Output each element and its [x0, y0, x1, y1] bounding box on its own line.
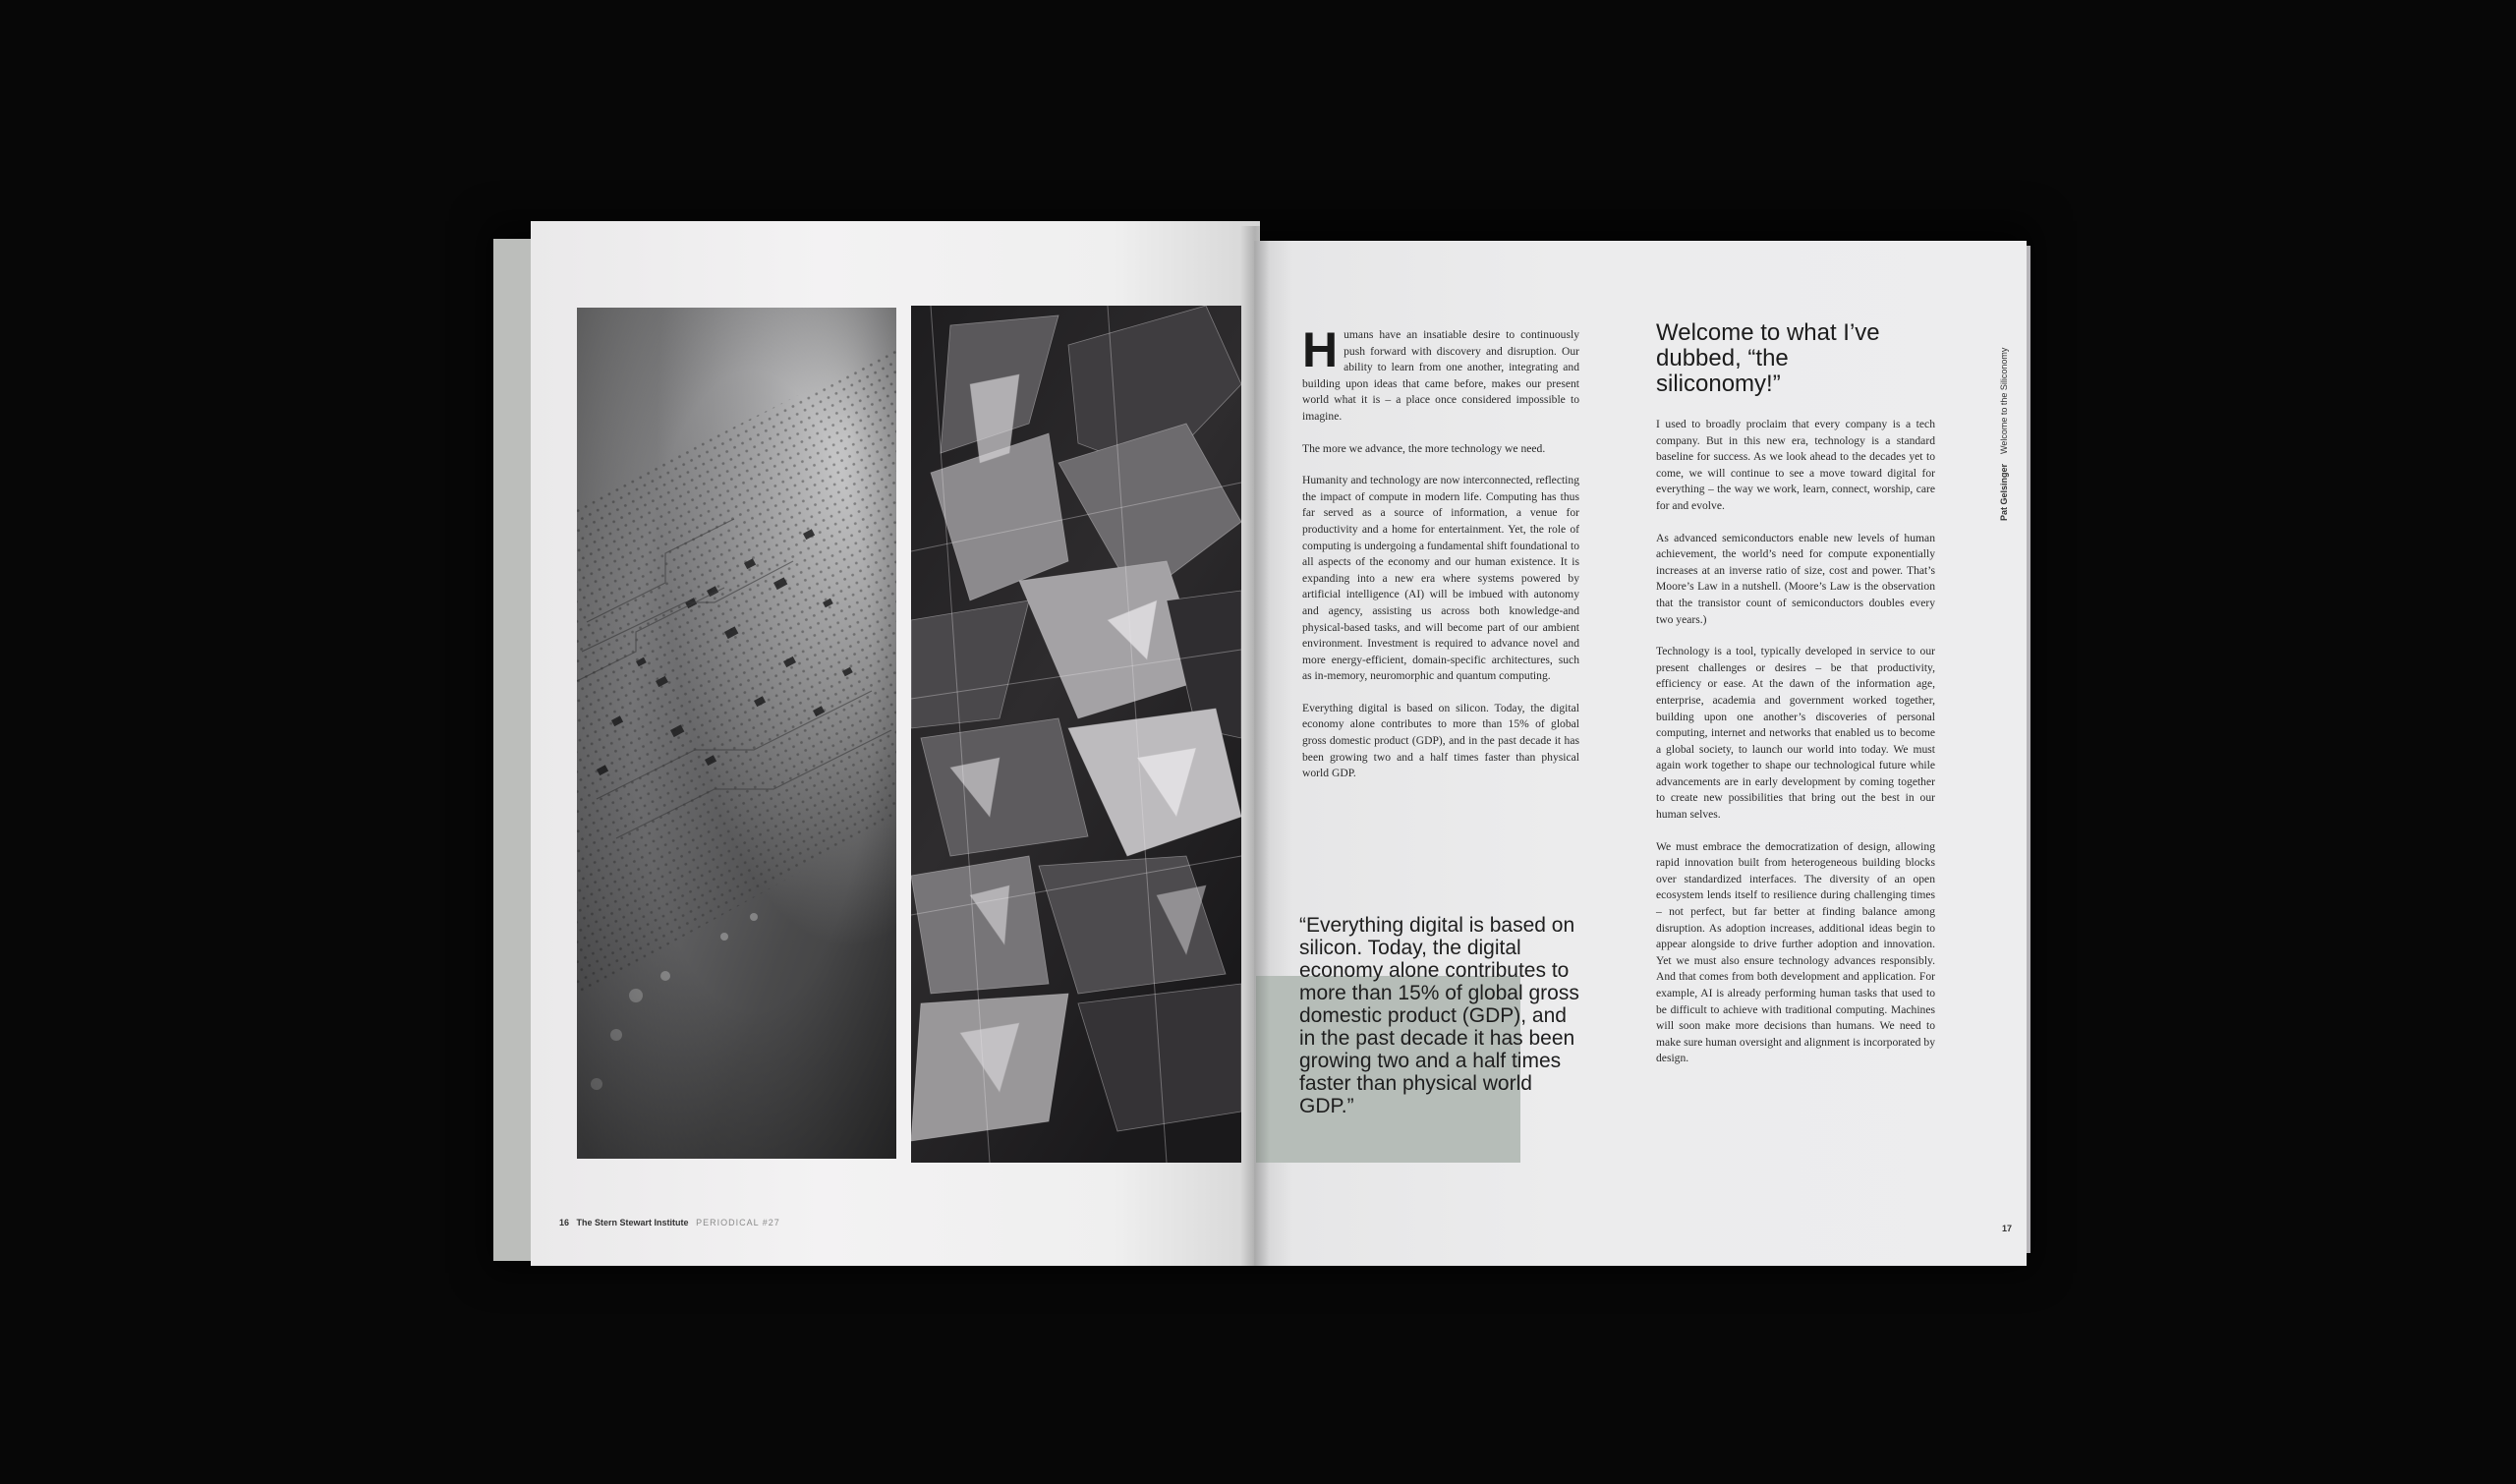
drop-cap: H	[1302, 322, 1339, 377]
intro-text: umans have an insatiable desire to continuously push forward with discovery and disruption. Our ability to learn from one another, integrating and building upon ideas that came before, makes our present world what it is – a place once considered impossible to imagine.	[1302, 328, 1579, 423]
crystal-shards-photo	[911, 306, 1241, 1163]
body-paragraph: We must embrace the democratization of design, allowing rapid innovation built from heterogeneous building blocks over standardized interfaces. The diversity of an open ecosystem lends itself to resilience during challenging times – not perfect, but far better at finding balance among disruption. As adoption increases, additional ideas begin to appear alongside to drive further adoption and innovation. Yet we must also ensure technology advances responsibly. And that comes from both development and application. For example, AI is already performing human tasks that used to be difficult to achieve with traditional computing. Machines will soon make more decisions than humans. We need to make sure human oversight and alignment is incorporated by design.	[1656, 839, 1935, 1065]
spine-gutter	[1240, 226, 1270, 1266]
intro-paragraph	[1302, 322, 1579, 426]
circuit-board-photo	[577, 308, 896, 1159]
body-paragraph: As advanced semiconductors enable new levels of human achievement, the world’s need for compute exponentially increases at an inverse ratio of size, cost and power. That’s Moore’s Law in a nutshell. (Moore’s Law is the observation that the transistor count of semiconductors doubles every two years.)	[1656, 531, 1935, 626]
page-number-left: 16	[559, 1218, 570, 1227]
body-paragraph: Humanity and technology are now interconnected, reflecting the impact of compute in modern life. Computing has thus far served as a source of information, a venue for productivity and a home for entertainment. Yet, the role of computing is undergoing a fundamental shift foundational to all aspects of the economy and our human existence. It is expanding into a new era where systems powered by artificial intelligence (AI) will be imbued with autonomy and agency, assisting us across both knowledge-and physical-based tasks, and will become part of our ambient environment. Investment is required to advance novel and more energy-efficient, domain-specific architectures, such as in-memory, neuromorphic and quantum computing.	[1302, 474, 1579, 683]
article-column-2	[1656, 320, 1935, 1083]
article-headline: Welcome to what I’ve dubbed, “the siliconomy!”	[1656, 319, 1880, 397]
body-paragraph: Technology is a tool, typically developed in service to our present challenges or desires – be that productivity, efficiency or ease. At the dawn of the information age, enterprise, academia and government worked together, building upon one another’s discoveries of personal computing, internet and networks that enabled us to become a global society, to launch our world into today. We must again work together to shape our technological future while advancements are in early development by coming together to create new possibilities that bring out the best in our human selves.	[1656, 645, 1935, 822]
publication-name: The Stern Stewart Institute	[576, 1218, 689, 1227]
running-head-title: Welcome to the Siliconomy	[1999, 347, 2009, 454]
body-paragraph: Everything digital is based on silicon. Today, the digital economy alone contributes to more than 15% of global gross domestic product (GDP), and in the past decade it has been growing two and a half times faster than physical world GDP.	[1302, 701, 1579, 780]
pullquote	[1299, 914, 1580, 1117]
page-number-right: 17	[2002, 1224, 2013, 1233]
issue-label: PERIODICAL #27	[696, 1218, 780, 1227]
pullquote-text: “Everything digital is based on silicon. Today, the digital economy alone contributes to more than 15% of global gross domestic product (GDP), and in the past decade it has been growing two and a half times faster than physical world GDP.”	[1299, 914, 1579, 1117]
column-2-body	[1656, 417, 1935, 1067]
running-head-author: Pat Gelsinger	[1999, 463, 2009, 521]
article-column-1	[1302, 322, 1579, 798]
running-head	[1999, 348, 2009, 521]
body-paragraph: The more we advance, the more technology we need.	[1302, 441, 1546, 455]
body-paragraph: I used to broadly proclaim that every company is a tech company. But in this new era, technology is a standard baseline for success. As we look ahead to the decades yet to come, we will continue to see a move toward digital for everything – the way we work, learn, connect, worship, care for and evolve.	[1656, 418, 1935, 512]
folio-left	[559, 1218, 780, 1227]
